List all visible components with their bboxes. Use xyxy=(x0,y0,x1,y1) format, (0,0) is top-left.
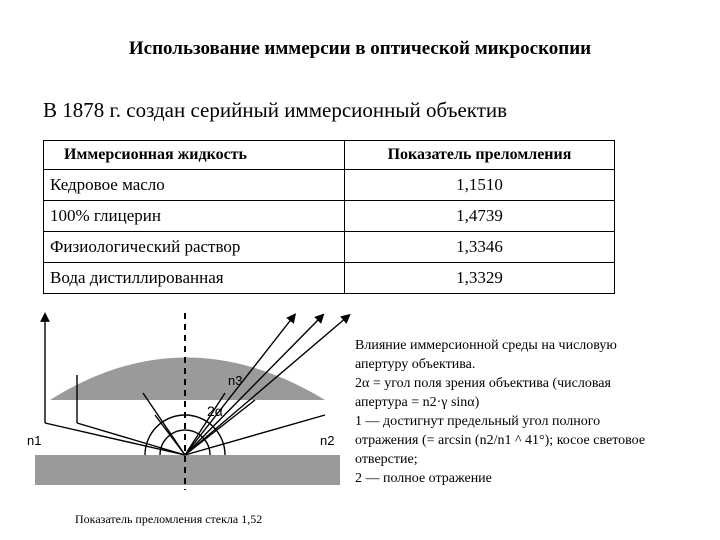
label-n2: n2 xyxy=(320,433,335,448)
immersion-medium-dome xyxy=(50,358,325,401)
cell-liquid: Физиологический раствор xyxy=(44,232,345,263)
page-title: Использование иммерсии в оптической микроскопии xyxy=(128,38,592,59)
label-angle: 2α xyxy=(207,403,223,419)
header-liquid: Иммерсионная жидкость xyxy=(44,141,345,170)
cell-index: 1,4739 xyxy=(345,201,615,232)
table-row xyxy=(44,201,615,232)
caption-line: 2α = угол поля зрения объектива (числовая xyxy=(355,376,611,391)
caption-line: отверстие; xyxy=(355,452,418,467)
caption-line: 1 — достигнут предельный угол полного xyxy=(355,414,601,429)
label-n1: n1 xyxy=(27,433,42,448)
cell-index: 1,3346 xyxy=(345,232,615,263)
caption-line: отражения (= arcsin (n2/n1 ^ 41°); косое световое xyxy=(355,433,646,448)
refraction-table xyxy=(43,140,615,294)
cell-liquid: 100% глицерин xyxy=(44,201,345,232)
cell-liquid: Кедровое масло xyxy=(44,170,345,201)
immersion-diagram xyxy=(25,305,355,515)
glass-index-caption: Показатель преломления стекла 1,52 xyxy=(75,512,263,526)
table-row xyxy=(44,263,615,294)
diagram-caption xyxy=(355,336,705,488)
cell-liquid: Вода дистиллированная xyxy=(44,263,345,294)
table-row xyxy=(44,170,615,201)
caption-line: апертуру объектива. xyxy=(355,357,476,372)
table-row xyxy=(44,232,615,263)
header-index: Показатель преломления xyxy=(345,141,615,170)
table-header-row xyxy=(44,141,615,170)
subtitle: В 1878 г. создан серийный иммерсионный объектив xyxy=(43,98,508,122)
glass-slide xyxy=(35,455,340,485)
cell-index: 1,3329 xyxy=(345,263,615,294)
caption-line: 2 — полное отражение xyxy=(355,471,492,486)
caption-line: апертура = n2·γ sinα) xyxy=(355,395,480,410)
label-n3: n3 xyxy=(228,373,243,388)
cell-index: 1,1510 xyxy=(345,170,615,201)
caption-line: Влияние иммерсионной среды на числовую xyxy=(355,338,617,353)
